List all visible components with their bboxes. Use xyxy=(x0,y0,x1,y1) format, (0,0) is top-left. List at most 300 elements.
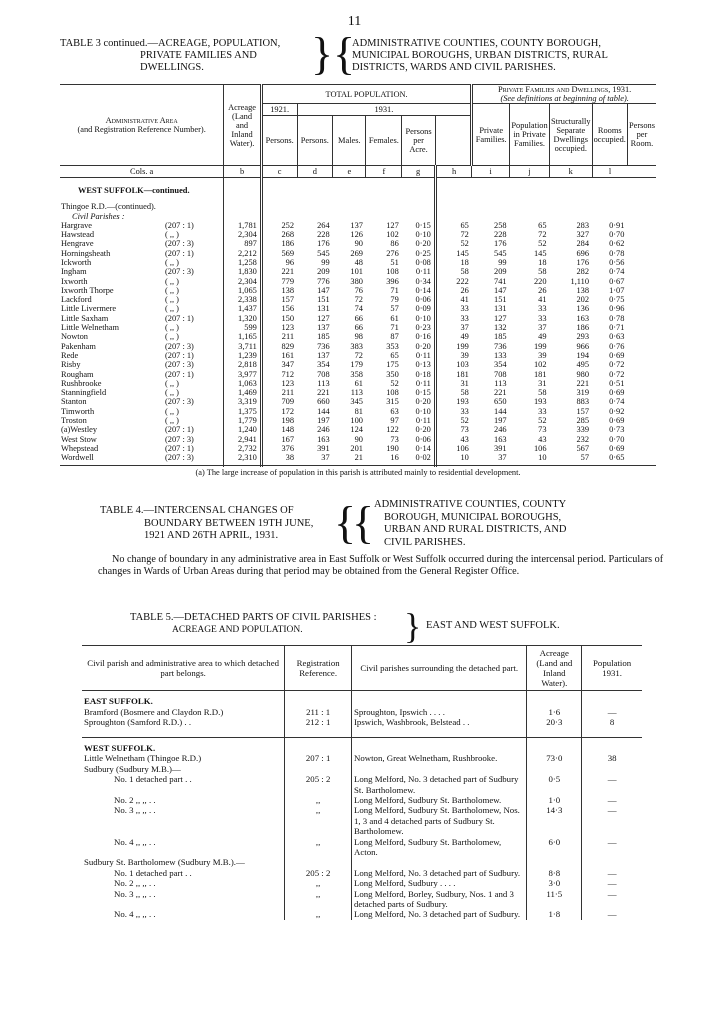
table-cell xyxy=(582,737,642,753)
table-cell: 220 xyxy=(533,276,547,286)
table-cell: 193 xyxy=(533,397,547,407)
table-cell: 52 xyxy=(435,416,471,425)
table-cell: 131 xyxy=(494,304,507,314)
table-cell: 0·69 xyxy=(609,416,625,426)
table-cell: 0·09 xyxy=(415,304,431,314)
table-cell: 197 xyxy=(494,416,507,426)
table-cell: 61 xyxy=(354,378,363,388)
table4-left-2: BOUNDARY BETWEEN 19TH JUNE, xyxy=(144,517,314,529)
table-cell: 198 xyxy=(261,416,297,425)
table-cell: Bramford (Bosmere and Claydon R.D.) xyxy=(84,706,224,717)
table-cell: 2,310 xyxy=(224,453,262,462)
parish-cell xyxy=(60,435,224,444)
parish-name: Whepstead xyxy=(61,443,99,453)
table-cell: — xyxy=(582,878,642,888)
parish-name: Little Saxham xyxy=(61,313,109,323)
table-row xyxy=(60,342,656,351)
parish-name: Lackford xyxy=(61,295,92,305)
table4-title-left xyxy=(100,505,340,543)
table-cell: 58 xyxy=(538,388,547,398)
table-cell: 209 xyxy=(494,267,507,277)
table-cell: 163 xyxy=(576,313,590,323)
header-1931: 1931. xyxy=(297,104,472,116)
table-cell: 650 xyxy=(494,397,507,407)
table-cell: 0·15 xyxy=(415,220,431,230)
table3-title-left-2: PRIVATE FAMILIES AND xyxy=(140,50,257,61)
table-cell: 0·25 xyxy=(415,248,431,258)
table-cell: 1,320 xyxy=(224,314,262,323)
registration-ref: (207 : 3) xyxy=(165,434,194,444)
table-cell: 0·20 xyxy=(415,341,431,351)
table-cell: 353 xyxy=(386,341,399,351)
table3 xyxy=(60,84,656,467)
table-cell xyxy=(582,857,642,867)
table-cell: 0·15 xyxy=(415,388,431,398)
table-cell xyxy=(582,691,642,707)
registration-ref: (207 : 1) xyxy=(165,313,194,323)
table-cell: 2,338 xyxy=(224,295,262,304)
table-cell: 186 xyxy=(576,323,590,333)
table-cell: 0·74 xyxy=(609,397,625,407)
table-cell: 63 xyxy=(390,406,399,416)
table5-body xyxy=(82,691,642,920)
table-row xyxy=(82,837,642,858)
table-cell: 113 xyxy=(494,378,507,388)
table-cell: ,, xyxy=(285,878,352,888)
column-letter: d xyxy=(297,166,333,178)
table-cell: 282 xyxy=(576,267,590,277)
table-row xyxy=(60,425,656,434)
table-cell: 0·63 xyxy=(609,332,625,342)
table-cell: 1,110 xyxy=(570,276,590,286)
table-cell: 33 xyxy=(435,304,471,313)
table-cell: 48 xyxy=(354,257,363,267)
table-cell: 65 xyxy=(390,350,399,360)
parish-cell xyxy=(60,323,224,332)
table-cell: 232 xyxy=(576,434,590,444)
table-cell: 0·20 xyxy=(415,239,431,249)
section-label: WEST SUFFOLK—continued. xyxy=(78,186,190,196)
table-cell: 0·14 xyxy=(415,285,431,295)
parish-name: Stanton xyxy=(61,397,87,407)
table-row xyxy=(60,351,656,360)
table-row xyxy=(82,717,642,727)
table-cell: 145 xyxy=(533,248,547,258)
table-cell: — xyxy=(582,837,642,858)
column-letter: Cols. a xyxy=(60,166,224,178)
brace-right: } xyxy=(311,28,334,79)
table-cell: 148 xyxy=(261,425,297,434)
table-cell: 228 xyxy=(494,230,507,240)
table-cell: 49 xyxy=(538,332,547,342)
table-cell: 175 xyxy=(386,360,399,370)
table-cell: 708 xyxy=(317,369,330,379)
table-cell: 228 xyxy=(317,230,330,240)
table-cell: 151 xyxy=(494,295,507,305)
table-cell: 197 xyxy=(317,416,330,426)
registration-ref: ( ,, ) xyxy=(165,257,179,267)
table-cell: 221 xyxy=(261,267,297,276)
header-persons-1931: Persons. xyxy=(297,116,333,166)
table-cell: 145 xyxy=(435,249,471,258)
table-cell: 0·11 xyxy=(415,378,431,388)
table-cell: 712 xyxy=(261,370,297,379)
t5-header-surrounding: Civil parishes surrounding the detached part. xyxy=(352,646,527,691)
table-cell: 883 xyxy=(576,397,590,407)
table-cell: 31 xyxy=(538,378,547,388)
table-cell: 1,375 xyxy=(224,407,262,416)
table-cell: 8 xyxy=(582,717,642,727)
header-1921: 1921. xyxy=(261,104,297,116)
parish-name: Stanningfield xyxy=(61,388,107,398)
table-cell xyxy=(352,857,527,867)
table4-left-1: TABLE 4.—INTERCENSAL CHANGES OF xyxy=(100,505,294,516)
table-cell: 1,437 xyxy=(224,304,262,313)
table-cell: Long Melford, No. 3 detached part of Sudbury St. Bartholomew. xyxy=(352,774,527,795)
table-cell: 569 xyxy=(261,249,297,258)
parish-cell xyxy=(60,239,224,248)
page-number: 11 xyxy=(347,14,362,29)
parish-name: Troston xyxy=(61,416,87,426)
table-cell: 246 xyxy=(317,425,330,435)
table-cell: 57 xyxy=(580,453,590,463)
registration-ref: ( ,, ) xyxy=(165,388,179,398)
column-letter: h xyxy=(435,166,471,178)
table-cell: 391 xyxy=(494,443,507,453)
table-cell: 1·07 xyxy=(609,285,625,295)
table-cell: 90 xyxy=(354,434,363,444)
parish-name: Horningsheath xyxy=(61,248,111,258)
table-cell: 2,732 xyxy=(224,444,262,453)
parish-name: Pakenham xyxy=(61,341,96,351)
table-cell: 38 xyxy=(261,453,297,462)
table-cell: 131 xyxy=(317,304,330,314)
table-cell: 193 xyxy=(435,397,471,406)
registration-ref: ( ,, ) xyxy=(165,378,179,388)
table-row xyxy=(60,239,656,248)
table-cell: 268 xyxy=(261,230,297,239)
column-letter: i xyxy=(472,166,510,178)
header-males: Males. xyxy=(333,116,366,166)
table-cell: 0·78 xyxy=(609,248,625,258)
table-cell: 176 xyxy=(494,239,507,249)
table-cell: 350 xyxy=(386,369,399,379)
table-cell: — xyxy=(582,795,642,805)
table-cell: 0·69 xyxy=(609,350,625,360)
table-cell: No. 1 detached part . . xyxy=(114,774,192,785)
table-row xyxy=(82,774,642,795)
parish-cell xyxy=(60,444,224,453)
table-cell: 51 xyxy=(390,257,399,267)
table-cell: 37 xyxy=(538,323,547,333)
table-cell: 136 xyxy=(576,304,590,314)
table-cell: 354 xyxy=(317,360,330,370)
table-cell: 0·34 xyxy=(415,276,431,286)
table-cell: 0·92 xyxy=(609,406,625,416)
table-cell: 0·70 xyxy=(609,434,625,444)
parish-name: Risby xyxy=(61,360,81,370)
table-row xyxy=(60,267,656,276)
registration-ref: (207 : 3) xyxy=(165,267,194,277)
table-cell: 1,239 xyxy=(224,351,262,360)
table-cell: 132 xyxy=(494,323,507,333)
table-cell: — xyxy=(582,774,642,795)
registration-ref: ( ,, ) xyxy=(165,323,179,333)
table-cell: 246 xyxy=(494,425,507,435)
registration-ref: (207 : 1) xyxy=(165,443,194,453)
table-cell: 0·51 xyxy=(609,378,625,388)
table-cell: 101 xyxy=(350,267,363,277)
table4-brace-right: { xyxy=(334,497,357,548)
registration-ref: (207 : 1) xyxy=(165,350,194,360)
table-cell: 383 xyxy=(350,341,363,351)
column-letters-row xyxy=(60,166,656,178)
table-cell: No. 1 detached part . . xyxy=(114,867,192,878)
table-row xyxy=(60,379,656,388)
header-pop-in-pf: Population in Private Families. xyxy=(510,104,550,166)
parish-name: Ickworth xyxy=(61,257,92,267)
table-cell: — xyxy=(582,889,642,910)
table-cell: 2,212 xyxy=(224,249,262,258)
table3-title-right-3: DISTRICTS, WARDS AND CIVIL PARISHES. xyxy=(352,62,556,73)
parish-cell xyxy=(60,258,224,267)
table-cell: 285 xyxy=(576,416,590,426)
table4-left-3: 1921 AND 26TH APRIL, 1931. xyxy=(144,530,279,541)
table-cell: 11·5 xyxy=(527,889,582,910)
table-cell: Long Melford, Sudbury St. Bartholomew, Nos. 1, 3 and 4 detached parts of Sudbury St. Bartholomew. xyxy=(352,805,527,836)
table-row xyxy=(60,453,656,462)
table-cell: 966 xyxy=(576,341,590,351)
table-cell: 71 xyxy=(390,323,399,333)
table-cell: 161 xyxy=(261,351,297,360)
table3-body xyxy=(60,178,656,467)
table-cell: 138 xyxy=(576,285,590,295)
table-cell: 8·8 xyxy=(527,868,582,878)
table3-title-left xyxy=(60,38,310,74)
table-cell: 0·62 xyxy=(609,239,625,249)
table-cell: 545 xyxy=(317,248,330,258)
table-cell: 380 xyxy=(350,276,363,286)
table-cell: 33 xyxy=(538,406,547,416)
table-cell: 26 xyxy=(435,286,471,295)
parish-name: Hargrave xyxy=(61,220,93,230)
table-cell: No. 4 ,, ,, . . xyxy=(114,836,156,847)
table-cell: 127 xyxy=(317,313,330,323)
table-cell: 43 xyxy=(538,434,547,444)
table-cell: 779 xyxy=(261,277,297,286)
table-cell: ,, xyxy=(285,805,352,836)
table-row xyxy=(60,314,656,323)
table5-title-2: ACREAGE AND POPULATION. xyxy=(172,625,303,635)
table-row xyxy=(60,323,656,332)
table-cell: 264 xyxy=(317,220,330,230)
table-cell: No. 3 ,, ,, . . xyxy=(114,805,156,816)
table-cell: 41 xyxy=(538,295,547,305)
table-cell: 97 xyxy=(390,416,399,426)
table-cell: 163 xyxy=(317,434,330,444)
table-cell: 167 xyxy=(261,435,297,444)
table-row xyxy=(60,416,656,425)
table-row xyxy=(60,444,656,453)
registration-ref: (207 : 3) xyxy=(165,360,194,370)
table-cell: 185 xyxy=(494,332,507,342)
table-cell: 0·23 xyxy=(415,323,431,333)
table-cell: 37 xyxy=(498,453,507,463)
table-cell: 0·67 xyxy=(609,276,625,286)
table-cell: 73·0 xyxy=(527,753,582,763)
registration-ref: (207 : 3) xyxy=(165,453,194,463)
table-cell: No. 4 ,, ,, . . xyxy=(114,909,156,920)
table-cell: 133 xyxy=(494,350,507,360)
table-cell: 33 xyxy=(435,314,471,323)
table-cell: 1,779 xyxy=(224,416,262,425)
table-cell: 0·10 xyxy=(415,406,431,416)
table-cell: 495 xyxy=(576,360,590,370)
table3-title-right-2: MUNICIPAL BOROUGHS, URBAN DISTRICTS, RURAL xyxy=(352,50,608,61)
table-cell: ,, xyxy=(285,795,352,805)
table4-right-2: BOROUGH, MUNICIPAL BOROUGHS, xyxy=(384,511,562,523)
header-rooms: Rooms occupied. xyxy=(592,104,627,166)
table-cell: 211 : 1 xyxy=(285,707,352,717)
table-cell: 150 xyxy=(261,314,297,323)
table-row xyxy=(82,805,642,836)
table-cell: 31 xyxy=(435,379,471,388)
header-persons-1921: Persons. xyxy=(261,116,297,166)
table-cell: 207 : 1 xyxy=(285,753,352,763)
table3-footnote: (a) The large increase of population in this parish is attributed mainly to residential development. xyxy=(60,465,656,477)
table-cell: 52 xyxy=(538,416,547,426)
table-cell: 66 xyxy=(354,313,363,323)
table-row xyxy=(60,295,656,304)
table-cell: 108 xyxy=(386,388,399,398)
table-cell: 37 xyxy=(321,453,330,463)
table-cell: 163 xyxy=(494,434,507,444)
civil-parishes-label: Civil Parishes : xyxy=(72,211,125,221)
table-cell xyxy=(582,764,642,774)
table5-title-right: EAST AND WEST SUFFOLK. xyxy=(426,620,560,631)
table-cell: 90 xyxy=(354,239,363,249)
table-cell: 147 xyxy=(494,285,507,295)
table-cell: 776 xyxy=(317,276,330,286)
table-cell: 65 xyxy=(538,220,547,230)
table-cell: No. 2 ,, ,, . . xyxy=(114,878,156,889)
table-row xyxy=(82,691,642,707)
table-cell: 258 xyxy=(494,220,507,230)
table-cell: 106 xyxy=(533,443,547,453)
table-cell: — xyxy=(582,707,642,717)
table-row xyxy=(60,332,656,341)
table-cell: 358 xyxy=(350,369,363,379)
table-cell: 376 xyxy=(261,444,297,453)
table-row xyxy=(60,277,656,286)
table-cell: 144 xyxy=(494,406,507,416)
table-cell: 0·56 xyxy=(609,257,625,267)
table-cell: 176 xyxy=(576,257,590,267)
table-cell: 1,258 xyxy=(224,258,262,267)
table-cell: 33 xyxy=(435,407,471,416)
table-cell: 73 xyxy=(390,434,399,444)
table-cell: 100 xyxy=(350,416,363,426)
table-cell: 0·72 xyxy=(609,360,625,370)
table-cell: 1·8 xyxy=(527,909,582,919)
table-row xyxy=(82,795,642,805)
table-cell: Nowton, Great Welnetham, Rushbrooke. xyxy=(352,753,527,763)
table-cell: 179 xyxy=(350,360,363,370)
table-cell: 58 xyxy=(435,267,471,276)
table-cell: 0·13 xyxy=(415,360,431,370)
header-private-families: Private Families and Dwellings, 1931. (See definitions at beginning of table). xyxy=(472,85,656,104)
table-cell: 147 xyxy=(317,285,330,295)
table-cell: ,, xyxy=(285,909,352,919)
table5-brace: } xyxy=(404,606,422,646)
registration-ref: ( ,, ) xyxy=(165,276,179,286)
table-cell: 0·16 xyxy=(415,332,431,342)
table-cell: — xyxy=(582,868,642,878)
parish-cell xyxy=(60,267,224,276)
table-cell: 599 xyxy=(224,323,262,332)
table-cell: Long Melford, No. 3 detached part of Sudbury. xyxy=(352,909,527,919)
t5-header-ref: Registration Reference. xyxy=(285,646,352,691)
table-cell: 3,711 xyxy=(224,342,262,351)
table-cell: 190 xyxy=(386,443,399,453)
table-cell: 0·72 xyxy=(609,369,625,379)
table-cell: 0·71 xyxy=(609,323,625,333)
parish-cell xyxy=(60,360,224,369)
table4-right-3: URBAN AND RURAL DISTRICTS, AND xyxy=(384,524,567,535)
table-cell: 327 xyxy=(576,230,590,240)
table-cell: 79 xyxy=(390,295,399,305)
column-letter: c xyxy=(261,166,297,178)
table-cell: 10 xyxy=(538,453,547,463)
parish-name: Hengrave xyxy=(61,239,94,249)
table-cell: ,, xyxy=(285,889,352,910)
table-cell: 122 xyxy=(386,425,399,435)
parish-cell xyxy=(60,314,224,323)
header-females: Females. xyxy=(366,116,402,166)
table-row xyxy=(82,878,642,888)
table-cell: 71 xyxy=(390,285,399,295)
column-letter: g xyxy=(402,166,436,178)
table-cell: 252 xyxy=(261,221,297,230)
table-cell: 181 xyxy=(435,370,471,379)
parish-cell xyxy=(60,342,224,351)
table-cell xyxy=(527,857,582,867)
column-letter: f xyxy=(366,166,402,178)
table-cell: 98 xyxy=(354,332,363,342)
table-cell: 96 xyxy=(261,258,297,267)
district-label: Thingoe R.D.—(continued). xyxy=(61,202,156,212)
table-cell: 72 xyxy=(354,295,363,305)
table-cell: Sproughton, Ipswich . . . . xyxy=(352,707,527,717)
column-letter: e xyxy=(333,166,366,178)
table-cell: 37 xyxy=(435,323,471,332)
table3-title-right xyxy=(352,38,652,74)
table-cell: 0·20 xyxy=(415,425,431,435)
table-cell: 283 xyxy=(576,220,590,230)
table-cell: EAST SUFFOLK. xyxy=(84,696,153,707)
table-cell: 137 xyxy=(317,350,330,360)
registration-ref: ( ,, ) xyxy=(165,295,179,305)
parish-name: Ixworth xyxy=(61,276,88,286)
table-cell: 102 xyxy=(386,230,399,240)
table-row xyxy=(60,258,656,267)
header-area: Administrative Area (and Registration Reference Number). xyxy=(60,85,224,166)
table-cell: 6·0 xyxy=(527,837,582,858)
header-dwellings: Structurally Separate Dwellings occupied. xyxy=(550,104,593,166)
table-cell: Ipswich, Washbrook, Belstead . . xyxy=(352,717,527,727)
table-cell: 43 xyxy=(435,435,471,444)
table-cell: 0·14 xyxy=(415,443,431,453)
